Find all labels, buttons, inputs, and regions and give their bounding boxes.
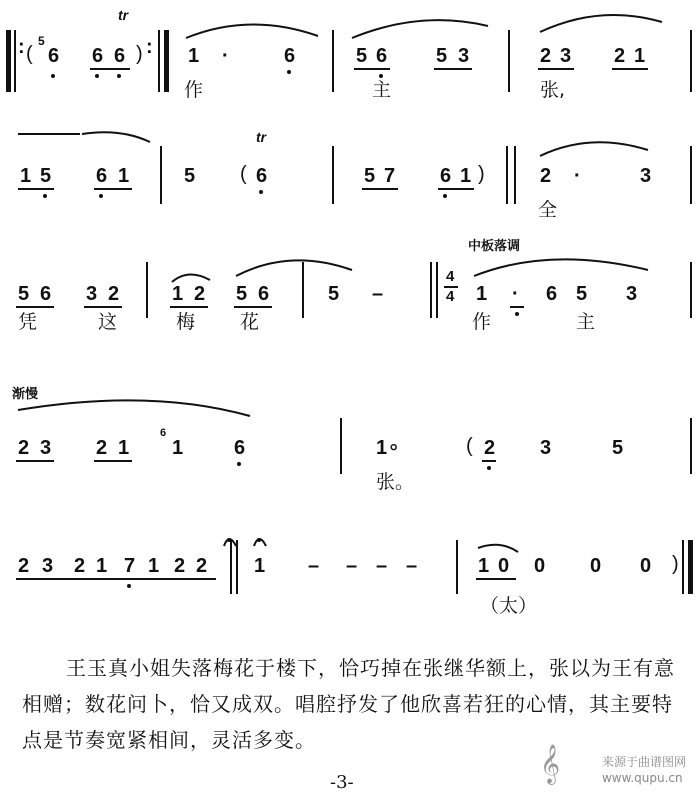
note: 2 <box>174 555 186 577</box>
fermata <box>254 539 266 546</box>
note: 2 <box>194 283 206 305</box>
note: 2 <box>74 555 86 577</box>
lyric: 梅 <box>176 311 196 333</box>
note: 6 <box>376 45 388 67</box>
note: 6 <box>96 165 108 187</box>
trill-mark: tr <box>118 7 129 23</box>
note: 2 <box>18 437 30 459</box>
trill-mark: tr <box>256 129 267 145</box>
note: 1 <box>172 437 184 459</box>
note: 3 <box>458 45 470 67</box>
description-paragraph: 王玉真小姐失落梅花于楼下，恰巧掉在张继华额上，张以为王有意相赠；数花问卜，恰又成双。唱腔抒发了他欣喜若狂的心情，其主要特点是节奏宽紧相间，灵活多变。 <box>22 656 675 752</box>
note: 2 <box>96 437 108 459</box>
note: 5 <box>40 165 52 187</box>
lyric: 主 <box>576 311 596 333</box>
slur <box>540 142 648 156</box>
lyric: 张, <box>540 79 566 101</box>
grace-note: 5 <box>38 34 45 48</box>
note: 3 <box>40 437 52 459</box>
note: 3 <box>640 165 652 187</box>
paren: ) <box>478 163 485 185</box>
paren: ( <box>466 435 473 457</box>
note: 5 <box>436 45 448 67</box>
lyric: 全 <box>538 199 558 221</box>
note: 1 <box>460 165 472 187</box>
repeat-colon: : <box>18 36 25 58</box>
note: 3 <box>86 283 98 305</box>
note: 1 <box>148 555 160 577</box>
note: 1 <box>20 165 32 187</box>
note: 0 <box>640 555 652 577</box>
note: 5 <box>364 165 376 187</box>
time-signature-bottom: 4 <box>446 288 455 305</box>
note: – <box>372 283 384 305</box>
slur <box>172 274 210 282</box>
note: 2 <box>540 45 552 67</box>
slur <box>352 20 488 38</box>
tempo-marking: 渐慢 <box>12 387 39 402</box>
percussion-label: （太） <box>480 595 538 617</box>
note: 6 <box>92 45 104 67</box>
note: · <box>512 283 519 305</box>
slur <box>478 545 518 552</box>
note: 6 <box>258 283 270 305</box>
close-paren: ) <box>136 43 143 65</box>
note: 6 <box>546 283 558 305</box>
note: 6 <box>256 165 268 187</box>
time-signature-top: 4 <box>446 268 455 285</box>
note: 6 <box>48 45 60 67</box>
note: 5 <box>184 165 196 187</box>
note: 5 <box>612 437 624 459</box>
note: 0 <box>534 555 546 577</box>
lyric: 作 <box>184 79 204 101</box>
note: 1 <box>118 437 130 459</box>
note: · <box>574 165 581 187</box>
note: 3 <box>626 283 638 305</box>
watermark <box>602 754 686 786</box>
note: 2 <box>18 555 30 577</box>
slur <box>18 400 250 416</box>
slur <box>474 259 648 276</box>
note: 2 <box>108 283 120 305</box>
slur <box>236 260 352 276</box>
note: 1 <box>172 283 184 305</box>
watermark-line-2: www.qupu.cn <box>601 771 683 785</box>
note: 5 <box>236 283 248 305</box>
note: 6 <box>114 45 126 67</box>
note: 0 <box>590 555 602 577</box>
note: 2 <box>614 45 626 67</box>
lyric: 主 <box>372 79 392 101</box>
note: 0 <box>498 555 510 577</box>
note: 6 <box>40 283 52 305</box>
tempo-marking: 中板落调 <box>468 239 521 254</box>
paren: ) <box>672 553 679 575</box>
note: 1 <box>96 555 108 577</box>
note: 3 <box>560 45 572 67</box>
note: 1 <box>376 437 388 459</box>
slur <box>540 15 662 32</box>
note: 6 <box>234 437 246 459</box>
watermark-line-1: 来源于曲谱图网 <box>601 755 686 769</box>
grace-note: 6 <box>160 427 167 439</box>
note: 1 <box>254 555 266 577</box>
slur <box>186 24 318 38</box>
note: 5 <box>328 283 340 305</box>
note: 2 <box>196 555 208 577</box>
slur <box>82 132 150 142</box>
note: 1 <box>188 45 200 67</box>
note: 1 <box>634 45 646 67</box>
lyric: 凭 <box>18 311 38 333</box>
fermata <box>224 539 236 546</box>
note: – <box>376 555 388 577</box>
note: – <box>346 555 358 577</box>
note: 3 <box>42 555 54 577</box>
note: 5 <box>18 283 30 305</box>
note: – <box>308 555 320 577</box>
note: 7 <box>384 165 396 187</box>
note: 2 <box>484 437 496 459</box>
note: 5 <box>576 283 588 305</box>
note: – <box>406 555 418 577</box>
lyric: 这 <box>98 311 118 333</box>
note: 7 <box>124 555 136 577</box>
note: 6 <box>440 165 452 187</box>
lyric: 花 <box>240 311 260 333</box>
note: 3 <box>540 437 552 459</box>
lyric: 张。 <box>376 471 415 493</box>
note: 1 <box>478 555 490 577</box>
note: 2 <box>540 165 552 187</box>
open-paren: ( <box>26 43 33 65</box>
page-number: -3- <box>330 772 354 793</box>
treble-clef-icon: 𝄞 <box>540 744 561 784</box>
note: 1 <box>118 165 130 187</box>
note: 1 <box>476 283 488 305</box>
repeat-colon: : <box>146 36 153 58</box>
note: 。 <box>390 431 410 453</box>
lyric: 作 <box>472 311 492 333</box>
note: 5 <box>356 45 368 67</box>
note: 6 <box>284 45 296 67</box>
paren: ( <box>240 163 247 185</box>
note: · <box>222 45 229 67</box>
